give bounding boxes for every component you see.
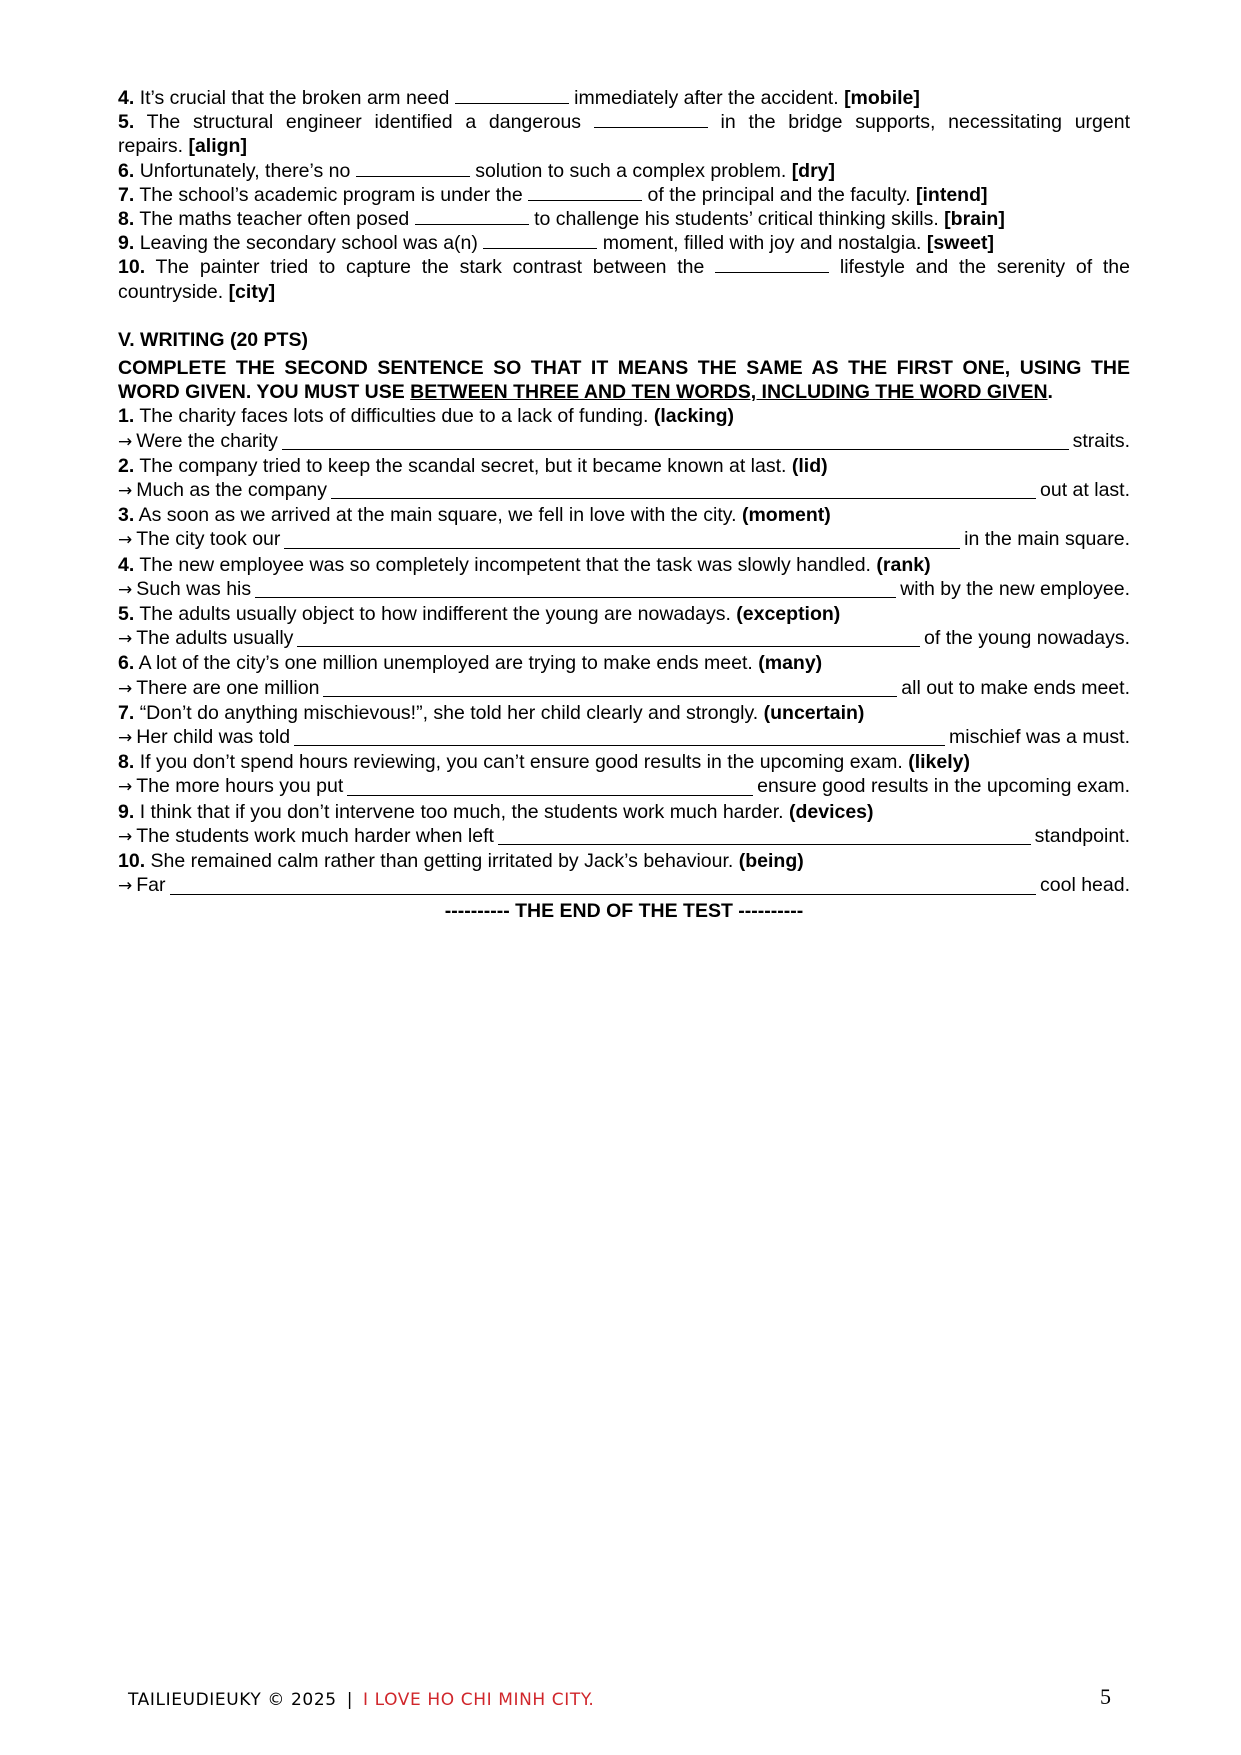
writing-items bbox=[118, 404, 1130, 898]
answer-blank[interactable] bbox=[356, 159, 470, 177]
writing-question-6: 6. A lot of the city’s one million unemployed are trying to make ends meet. (many) bbox=[118, 652, 823, 675]
writing-question-10: 10. She remained calm rather than getting irritated by Jack’s behaviour. (being) bbox=[118, 850, 804, 873]
arrow-right-icon: → bbox=[118, 579, 133, 600]
arrow-right-icon: → bbox=[118, 678, 133, 699]
answer-line[interactable] bbox=[297, 630, 920, 647]
vocab-item-9: 9. Leaving the secondary school was a(n) moment, filled with joy and nostalgia. [sweet] bbox=[118, 232, 995, 255]
vocab-item-4: 4. It’s crucial that the broken arm need immediately after the accident. [mobile] bbox=[118, 87, 920, 109]
footer-brand: TAILIEUDIEUKY © 2025 bbox=[128, 1690, 337, 1710]
writing-answer-7: → Her child was told mischief was a must. bbox=[118, 725, 1130, 750]
footer bbox=[128, 1690, 594, 1710]
section-title: V. WRITING (20 PTS) bbox=[118, 328, 308, 351]
arrow-right-icon: → bbox=[118, 431, 133, 452]
writing-question-3: 3. As soon as we arrived at the main square, we fell in love with the city. (moment) bbox=[118, 504, 831, 527]
writing-answer-5: → The adults usually of the young nowadays. bbox=[118, 626, 1130, 651]
vocab-item-5: 5. The structural engineer identified a dangerous in the bridge supports, necessitating urgent bbox=[118, 111, 1130, 134]
writing-answer-9: → The students work much harder when left standpoint. bbox=[118, 824, 1130, 849]
writing-question-9: 9. I think that if you don’t intervene too much, the students work much harder. (devices) bbox=[118, 800, 874, 823]
answer-line[interactable] bbox=[331, 482, 1036, 499]
writing-question-7: 7. “Don’t do anything mischievous!”, she told her child clearly and strongly. (uncertain) bbox=[118, 701, 865, 724]
writing-answer-3: → The city took our in the main square. bbox=[118, 527, 1130, 552]
writing-answer-2: → Much as the company out at last. bbox=[118, 478, 1130, 503]
vocab-item-5-cont: repairs. [align] bbox=[118, 135, 247, 158]
arrow-right-icon: → bbox=[118, 530, 133, 551]
arrow-right-icon: → bbox=[118, 826, 133, 847]
writing-question-8: 8. If you don’t spend hours reviewing, you can’t ensure good results in the upcoming exam. (likely) bbox=[118, 751, 970, 774]
answer-line[interactable] bbox=[294, 729, 945, 746]
writing-question-2: 2. The company tried to keep the scandal secret, but it became known at last. (lid) bbox=[118, 454, 828, 477]
answer-line[interactable] bbox=[170, 878, 1037, 895]
writing-answer-8: → The more hours you put ensure good results in the upcoming exam. bbox=[118, 774, 1130, 799]
answer-line[interactable] bbox=[323, 680, 897, 697]
answer-blank[interactable] bbox=[528, 183, 642, 201]
end-of-test: ---------- THE END OF THE TEST ---------- bbox=[444, 899, 804, 922]
arrow-right-icon: → bbox=[118, 629, 133, 650]
answer-blank[interactable] bbox=[715, 255, 829, 273]
arrow-right-icon: → bbox=[118, 777, 133, 798]
section-instructions: COMPLETE THE SECOND SENTENCE SO THAT IT MEANS THE SAME AS THE FIRST ONE, USING THE WORD GIVEN. YOU MUST USE BETWEEN THREE AND TEN WORDS, INCLUDING THE WORD GIVEN. bbox=[118, 357, 1130, 404]
writing-answer-4: → Such was his with by the new employee. bbox=[118, 577, 1130, 602]
writing-answer-10: → Far cool head. bbox=[118, 873, 1130, 898]
answer-line[interactable] bbox=[498, 828, 1031, 845]
arrow-right-icon: → bbox=[118, 481, 133, 502]
vocab-item-6: 6. Unfortunately, there’s no solution to such a complex problem. [dry] bbox=[118, 159, 836, 182]
footer-separator: | bbox=[346, 1690, 354, 1710]
answer-blank[interactable] bbox=[594, 110, 708, 128]
vocab-item-8: 8. The maths teacher often posed to challenge his students’ critical thinking skills. [brain] bbox=[118, 208, 1005, 231]
answer-line[interactable] bbox=[255, 581, 896, 598]
writing-answer-6: → There are one million all out to make ends meet. bbox=[118, 676, 1130, 701]
writing-question-4: 4. The new employee was so completely incompetent that the task was slowly handled. (rank) bbox=[118, 553, 931, 576]
answer-line[interactable] bbox=[282, 433, 1069, 450]
vocab-item-7: 7. The school’s academic program is under the of the principal and the faculty. [intend] bbox=[118, 183, 988, 206]
vocab-item-10: 10. The painter tried to capture the stark contrast between the lifestyle and the serenity of the bbox=[118, 256, 1130, 279]
footer-slogan: I LOVE HO CHI MINH CITY. bbox=[363, 1690, 595, 1710]
answer-blank[interactable] bbox=[483, 231, 597, 249]
arrow-right-icon: → bbox=[118, 728, 133, 749]
arrow-right-icon: → bbox=[118, 876, 133, 897]
writing-question-5: 5. The adults usually object to how indifferent the young are nowadays. (exception) bbox=[118, 603, 841, 626]
answer-blank[interactable] bbox=[455, 86, 569, 104]
answer-blank[interactable] bbox=[415, 207, 529, 225]
writing-question-1: 1. The charity faces lots of difficulties due to a lack of funding. (lacking) bbox=[118, 405, 735, 428]
answer-line[interactable] bbox=[284, 532, 960, 549]
page-number: 5 bbox=[1100, 1684, 1111, 1709]
writing-answer-1: → Were the charity straits. bbox=[118, 429, 1130, 454]
vocab-item-10-cont: countryside. [city] bbox=[118, 280, 276, 303]
answer-line[interactable] bbox=[347, 779, 753, 796]
document-page bbox=[118, 86, 1130, 923]
